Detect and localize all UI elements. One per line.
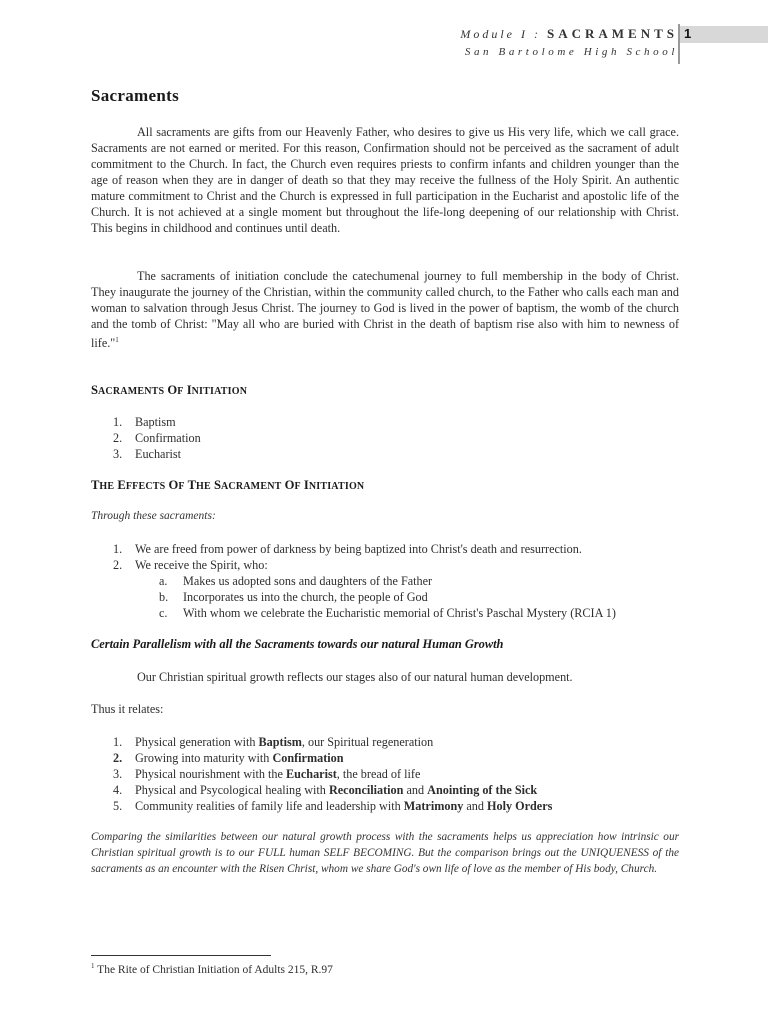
effects-intro: Through these sacraments: — [91, 510, 216, 522]
list-item: 1. We are freed from power of darkness by being baptized into Christ's death and resurrection. — [113, 542, 582, 556]
page-number-bar — [680, 26, 768, 43]
intro-paragraph-1: All sacraments are gifts from our Heavenly Father, who desires to give us His very life, which we call grace. Sacraments are not earned or merited. For this reason, Confirmation should not be perceived as the sacrament of adult commitment to the Church. In fact, the Church even requires priests to confirm infants and children younger than the age of reason when they are in danger of death so that they may receive the fullness of the Holy Spirit. An authentic mature commitment to Christ and the Church is expressed in full participation in the Eucharist and apostolic life of the Church. It is not achieved at a single moment but throughout the life-long deepening of our relationship with Christ. This begins in childhood and continues until death. — [91, 125, 679, 235]
initiation-list — [113, 414, 201, 462]
header-divider — [678, 24, 680, 64]
parallelism-paragraph: Our Christian spiritual growth reflects our stages also of our natural human development. — [137, 670, 573, 684]
initiation-heading: SACRAMENTS OF INITIATION — [91, 383, 248, 397]
parallelism-heading: Certain Parallelism with all the Sacraments towards our natural Human Growth — [91, 637, 504, 651]
list-item: 3. Physical nourishment with the Eucharist, the bread of life — [113, 767, 421, 781]
footnote-divider — [91, 955, 271, 956]
list-item: 2. Growing into maturity with Confirmation — [113, 751, 344, 765]
header-school: San Bartolome High School — [464, 46, 678, 58]
page-number: 1 — [684, 26, 692, 41]
effects-list — [113, 541, 582, 573]
list-item: c. With whom we celebrate the Eucharistic memorial of Christ's Paschal Mystery (RCIA 1) — [159, 606, 616, 620]
effects-sublist — [113, 573, 616, 621]
footnote-reference: 1 — [115, 336, 119, 344]
list-item: 1. Physical generation with Baptism, our Spiritual regeneration — [113, 735, 434, 749]
footnote-text: The Rite of Christian Initiation of Adults 215, R.97 — [97, 963, 333, 976]
closing-paragraph: Comparing the similarities between our natural growth process with the sacraments helps us appreciation how intrinsic our Christian spiritual growth is to our FULL human SELF BECOMING. But the comparison brings out the UNIQUENESS of the sacraments as an encounter with the Risen Christ, whom we share God's own life of love as the member of His body, Church. — [91, 831, 679, 875]
list-item: 2. We receive the Spirit, who: — [113, 558, 268, 572]
footnote — [91, 962, 333, 976]
page-title: Sacraments — [91, 86, 179, 105]
list-item: 3. Eucharist — [113, 447, 182, 461]
parallelism-relates: Thus it relates: — [91, 702, 164, 716]
footnote-number: 1 — [91, 962, 95, 970]
list-item: b. Incorporates us into the church, the people of God — [159, 590, 428, 604]
list-item: 4. Physical and Psycological healing with Reconciliation and Anointing of the Sick — [113, 783, 538, 797]
list-item: 2. Confirmation — [113, 431, 201, 445]
header-module — [460, 26, 678, 42]
header-module-prefix: Module I : — [460, 27, 541, 41]
intro-paragraph-2: The sacraments of initiation conclude the catechumenal journey to full membership in the body of Christ. They inaugurate the journey of the Christian, within the community called church, to the Father who calls each man and woman to salvation through Jesus Christ. The journey to God is lived in the power of baptism, the womb of the church and the tomb of Christ: "May all who are buried with Christ in the death of baptism rise also with him to newness of life."$^1$ — [91, 269, 679, 351]
list-item: 1. Baptism — [113, 415, 176, 429]
parallelism-list — [113, 734, 552, 814]
list-item: 5. Community realities of family life and leadership with Matrimony and Holy Orders — [113, 799, 553, 813]
effects-heading: THE EFFECTS OF THE SACRAMENT OF INITIATION — [91, 478, 365, 492]
list-item: a. Makes us adopted sons and daughters of the Father — [159, 574, 433, 588]
header-module-topic: SACRAMENTS — [546, 26, 678, 41]
